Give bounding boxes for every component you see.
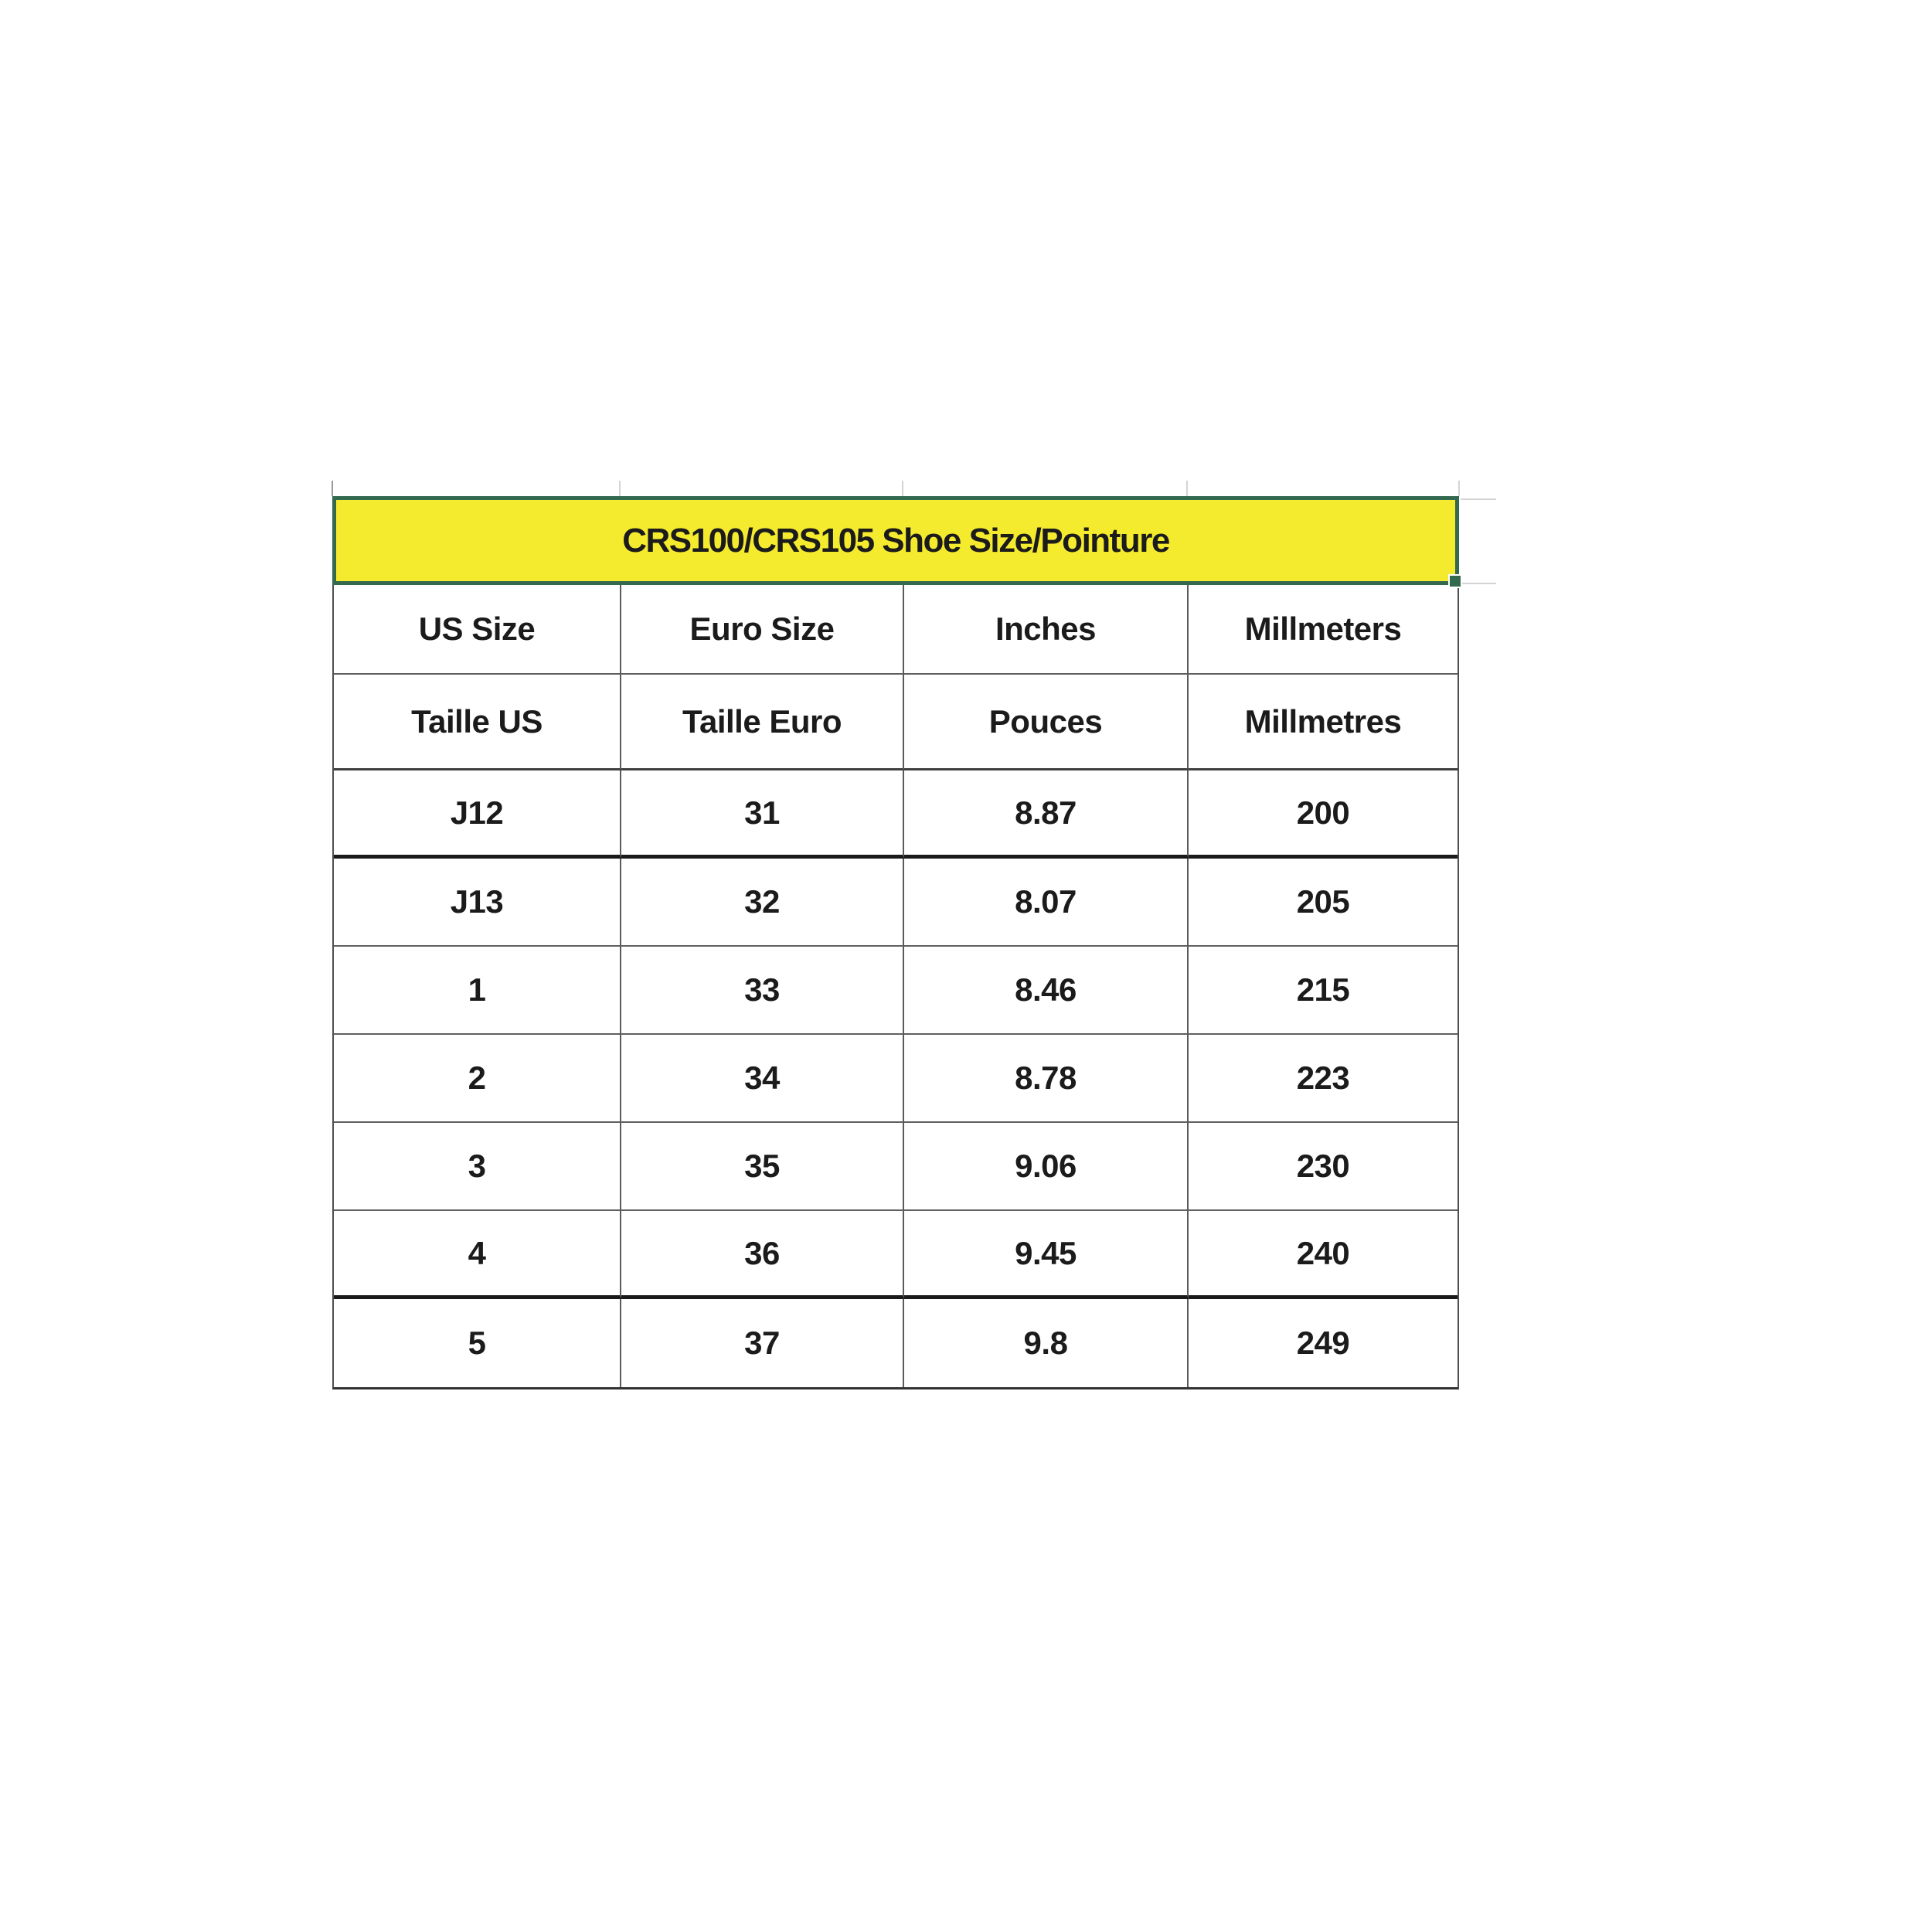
table-cell: 9.06 — [904, 1123, 1189, 1211]
table-cell: 5 — [334, 1299, 621, 1387]
table-title-banner — [332, 496, 1459, 585]
table-cell: 8.78 — [904, 1035, 1189, 1123]
gridline-stub — [619, 481, 621, 496]
gridline-stub — [332, 481, 333, 496]
table-cell: 4 — [334, 1211, 621, 1299]
table-cell: J13 — [334, 859, 621, 947]
gridline-stub — [902, 481, 903, 496]
column-header-pouces: Pouces — [904, 675, 1189, 770]
table-cell: 223 — [1189, 1035, 1458, 1123]
column-header-euro-size: Euro Size — [621, 585, 904, 675]
table-cell: 249 — [1296, 1325, 1350, 1361]
table-cell: 32 — [621, 859, 904, 947]
table-cell: 34 — [621, 1035, 904, 1123]
table-cell: 2 — [334, 1035, 621, 1123]
table-title: CRS100/CRS105 Shoe Size/Pointure — [622, 521, 1169, 560]
column-header-millmetres: Millmetres — [1189, 675, 1458, 770]
column-header-millmeters: Millmeters — [1189, 585, 1458, 675]
shoe-size-table — [332, 496, 1459, 1389]
table-cell: 240 — [1189, 1211, 1458, 1299]
selection-handle-icon — [1448, 574, 1462, 588]
table-cell: 8.07 — [904, 859, 1189, 947]
gridline-stub — [1461, 583, 1496, 584]
table-cell: 8.87 — [904, 770, 1189, 859]
table-cell: 230 — [1189, 1123, 1458, 1211]
table-cell: 215 — [1189, 947, 1458, 1035]
table-cell: 1 — [334, 947, 621, 1035]
gridline-stub — [1458, 481, 1460, 496]
column-header-taille-us: Taille US — [334, 675, 621, 770]
column-header-taille-euro: Taille Euro — [621, 675, 904, 770]
table-cell: 35 — [621, 1123, 904, 1211]
table-cell: 33 — [621, 947, 904, 1035]
column-header-us-size: US Size — [334, 585, 621, 675]
table-cell: 9.45 — [904, 1211, 1189, 1299]
table-cell: 3 — [334, 1123, 621, 1211]
table-cell: 36 — [621, 1211, 904, 1299]
table-cell: J12 — [334, 770, 621, 859]
table-cell: 205 — [1189, 859, 1458, 947]
table-cell: 9.8 — [904, 1299, 1189, 1387]
table-grid — [332, 585, 1459, 1389]
gridline-stub — [1461, 498, 1496, 500]
table-cell: 8.46 — [904, 947, 1189, 1035]
gridline-stub — [1186, 481, 1188, 496]
column-header-inches: Inches — [904, 585, 1189, 675]
table-cell: 37 — [621, 1299, 904, 1387]
table-cell: 200 — [1189, 770, 1458, 859]
table-cell: 31 — [621, 770, 904, 859]
